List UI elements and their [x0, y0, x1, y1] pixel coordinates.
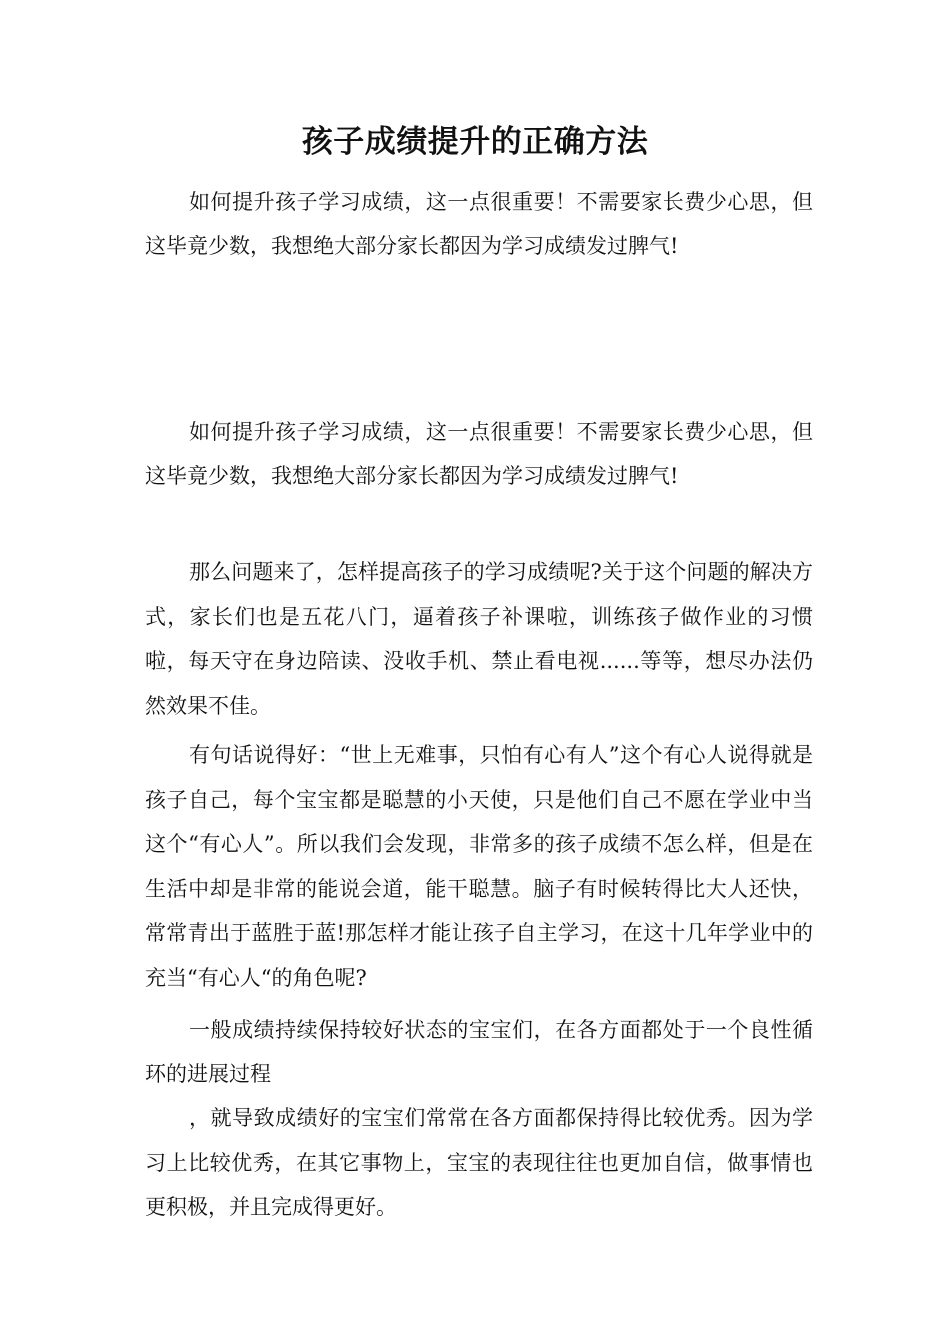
paragraph-intro: 如何提升孩子学习成绩，这一点很重要！不需要家长费少心思，但这毕竟少数，我想绝大部分家长都因为学习成绩发过脾气!: [145, 190, 813, 258]
paragraph-cycle: 一般成绩持续保持较好状态的宝宝们，在各方面都处于一个良性循环的进展过程: [145, 1018, 813, 1086]
paragraph-intro-repeat: 如何提升孩子学习成绩，这一点很重要！不需要家长费少心思，但这毕竟少数，我想绝大部分家长都因为学习成绩发过脾气!: [145, 420, 813, 488]
paragraph-saying: 有句话说得好：“世上无难事，只怕有心有人”这个有心人说得就是孩子自己，每个宝宝都是聪慧的小天使，只是他们自己不愿在学业中当这个“有心人”。所以我们会发现，非常多的孩子成绩不怎么样，但是在生活中却是非常的能说会道，能干聪慧。脑子有时候转得比大人还快，常常青出于蓝胜于蓝!那怎样才能让孩子自主学习，在这十几年学业中的充当“有心人“的角色呢?: [145, 743, 813, 990]
paragraph-question: 那么问题来了，怎样提高孩子的学习成绩呢?关于这个问题的解决方式，家长们也是五花八门，逼着孩子补课啦，训练孩子做作业的习惯啦，每天守在身边陪读、没收手机、禁止看电视......等等，想尽办法仍然效果不佳。: [145, 560, 813, 718]
document-title: 孩子成绩提升的正确方法: [301, 124, 649, 160]
paragraph-result: ，就导致成绩好的宝宝们常常在各方面都保持得比较优秀。因为学习上比较优秀，在其它事物上，宝宝的表现往往也更加自信，做事情也更积极，并且完成得更好。: [145, 1106, 813, 1219]
